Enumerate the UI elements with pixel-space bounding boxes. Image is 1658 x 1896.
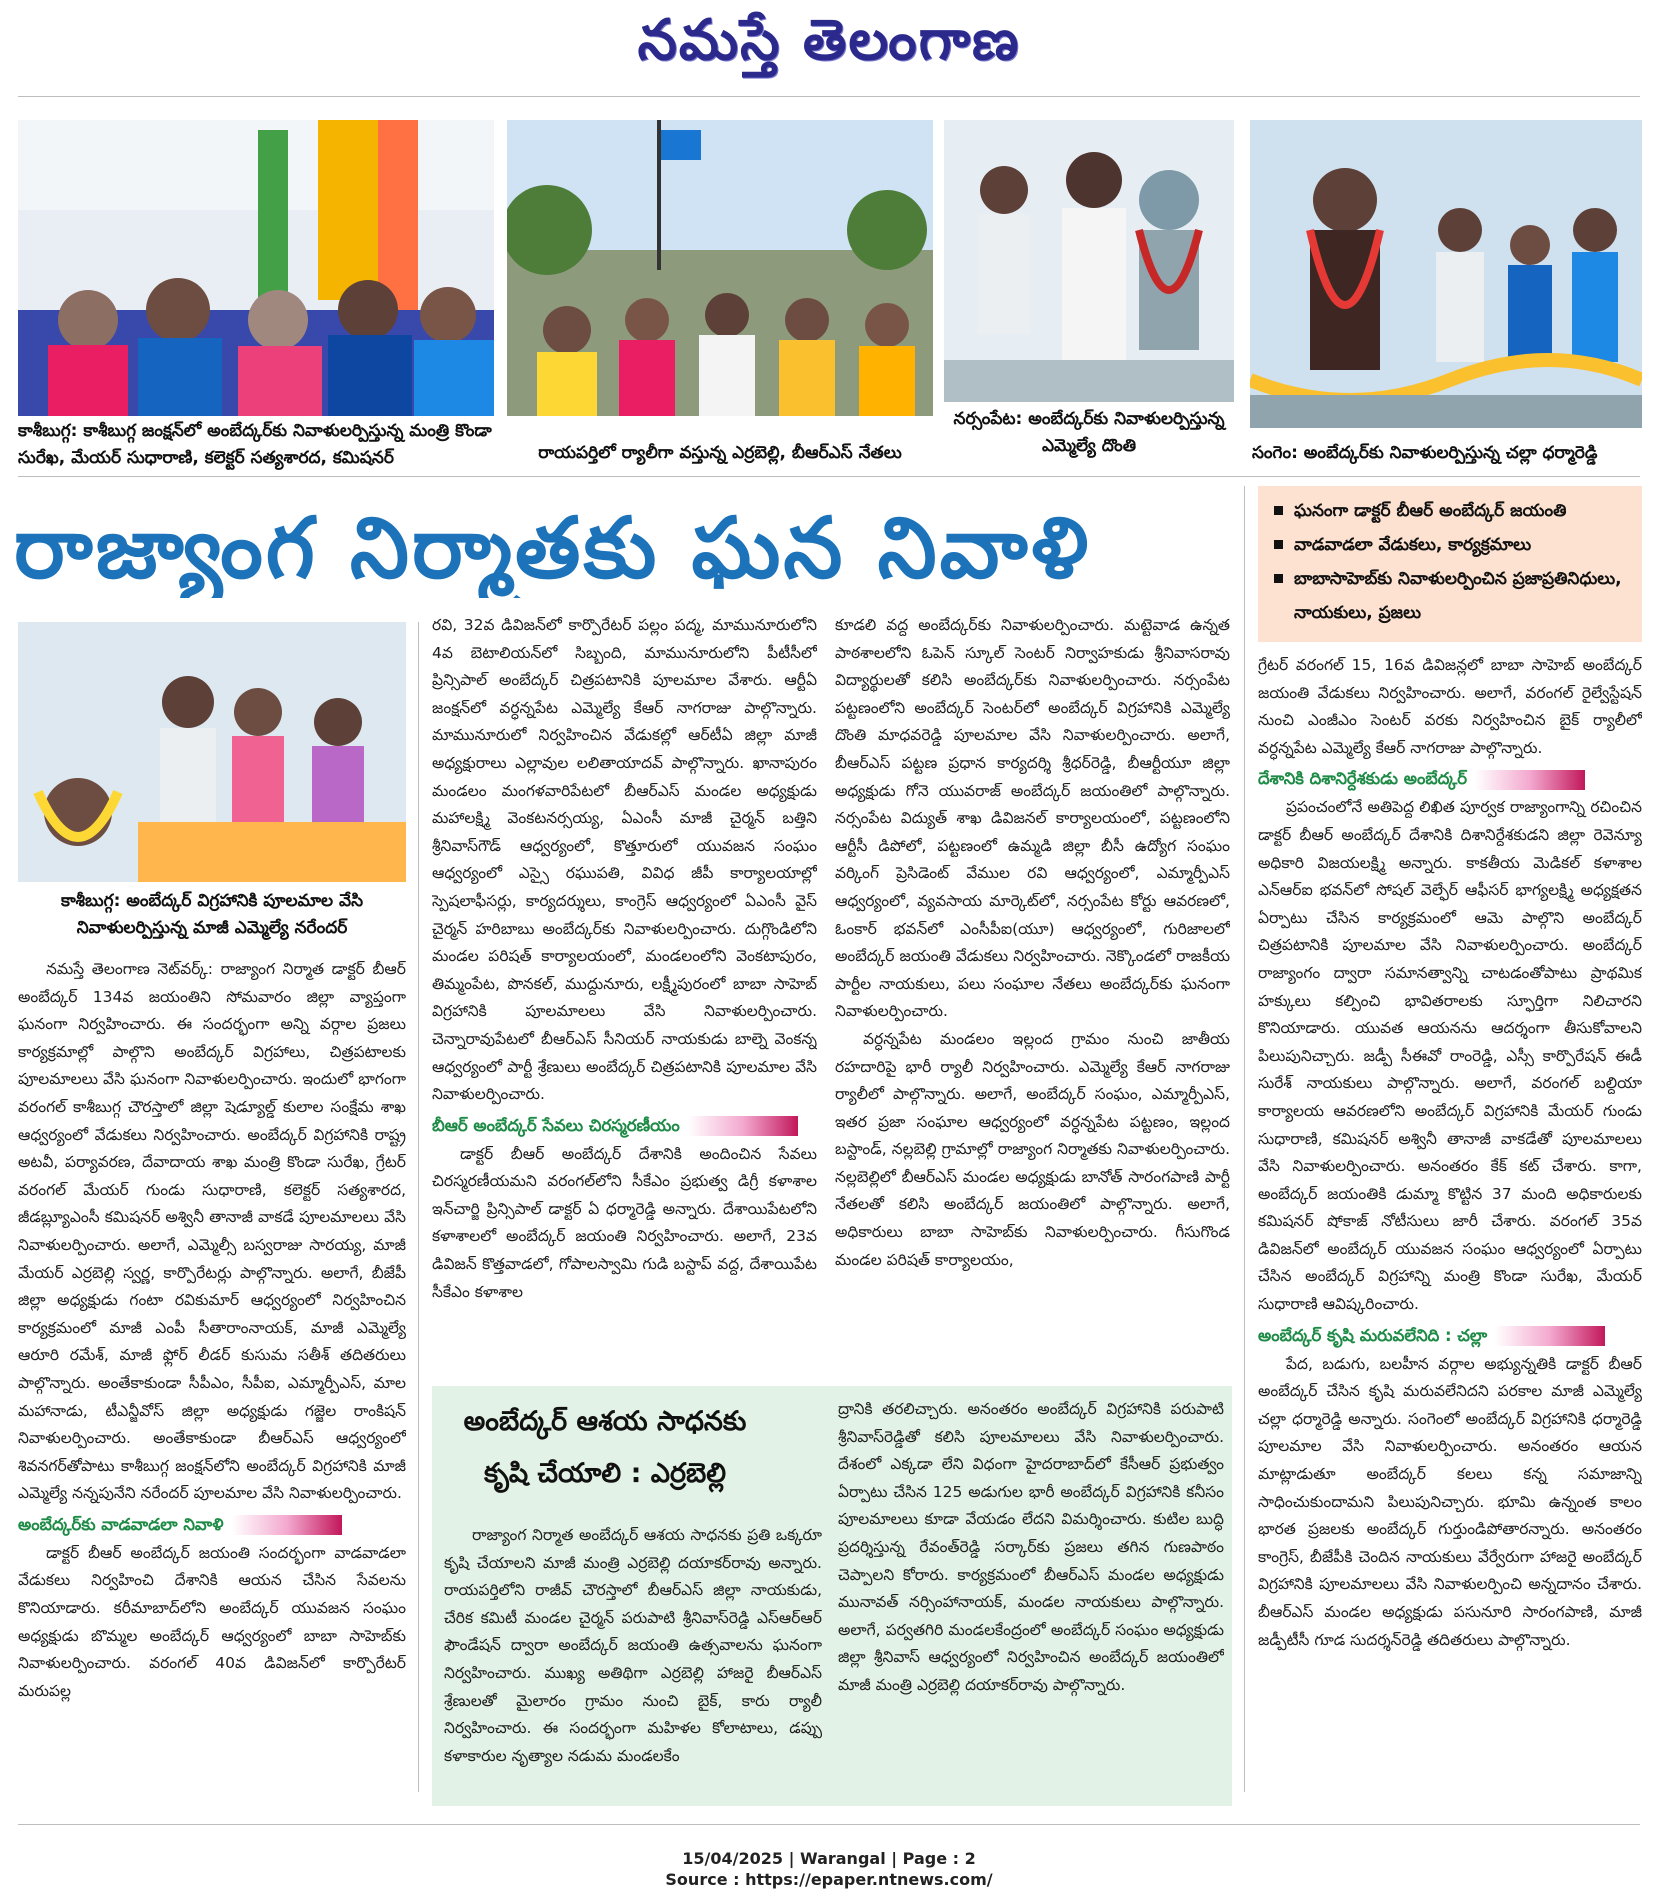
footer-source-link[interactable]: Source : https://epaper.ntnews.com/ (665, 1870, 993, 1889)
paragraph: ప్రపంచంలోనే అతిపెద్ద లిఖిత పూర్వక రాజ్యాంగాన్ని రచించిన డాక్టర్ బీఆర్ అంబేద్కర్ దేశానికి దిశానిర్దేశకుడని జిల్లా రెవెన్యూ అధికారి విజయలక్ష్మి అన్నారు. కాకతీయ మెడికల్ కళాశాల ఎన్‌ఆర్‌ఐ భవన్‌లో సోషల్ వెల్ఫేర్ ఆఫీసర్ భాగ్యలక్ష్మి అధ్యక్షతన ఏర్పాటు చేసిన కార్యక్రమంలో ఆమె పాల్గొని అంబేద్కర్ చిత్రపటానికి పూలమాల వేసి నివాళులర్పించారు. అంబేద్కర్ రాజ్యాంగం ద్వారా సమానత్వాన్ని చాటడంతోపాటు ప్రాథమిక హక్కులు కల్పించి భావితరాలకు స్ఫూర్తిగా నిలిచారని కొనియాడారు. యువత ఆయనను ఆదర్శంగా తీసుకోవాలని పిలుపునిచ్చారు. జడ్పీ సీఈవో రాంరెడ్డి, ఎస్సీ కార్పొరేషన్ ఈడీ సురేశ్ నాయకులు పాల్గొన్నారు. అలాగే, వరంగల్ బల్దియా కార్యాలయ ఆవరణలోని అంబేద్కర్ విగ్రహానికి మేయర్ గుండు సుధారాణి, కమిషనర్ అశ్వినీ తానాజీ వాకడేతో పూలమాలలు వేసి నివాళులర్పించారు. అనంతరం కేక్ కట్ చేశారు. కాగా, అంబేద్కర్ జయంతికి డుమ్మా కొట్టిన 37 మంది అధికారులకు కమిషనర్ షోకాజ్ నోటీసులు జారీ చేశారు. వరంగల్ 35వ డివిజన్‌లో అంబేద్కర్ యువజన సంఘం ఆధ్వర్యంలో ఏర్పాటు చేసిన అంబేద్కర్ విగ్రహాన్ని మంత్రి కొండా సురేఖ, మేయర్ సుధారాణి ఆవిష్కరించారు. (1258, 798, 1642, 1314)
highlight-item: వాడవాడలా వేడుకలు, కార్యక్రమాలు (1268, 528, 1632, 562)
highlight-item: బాబాసాహెబ్‌కు నివాళులర్పించిన ప్రజాప్రతినిధులు, నాయకులు, ప్రజలు (1268, 562, 1632, 630)
paragraph: కూడలి వద్ద అంబేద్కర్‌కు నివాళులర్పించారు. మట్టెవాడ ఉన్నత పాఠశాలలోని ఓపెన్ స్కూల్ సెంటర్ నిర్వాహకుడు శ్రీనివాసరావు విద్యార్థులతో కలిసి అంబేద్కర్‌కు నివాళులర్పించారు. నర్సంపేట పట్టణంలోని అంబేద్కర్ సెంటర్‌లో అంబేద్కర్ విగ్రహానికి ఎమ్మెల్యే దొంతి మాధవరెడ్డి పూలమాల వేసి నివాళులర్పించారు. అలాగే, బీఆర్‌ఎస్ పట్టణ ప్రధాన కార్యదర్శి శ్రీధర్‌రెడ్డి, బీఆర్టీయూ జిల్లా అధ్యక్షుడు గోనె యువరాజ్ అంబేద్కర్ జయంతిలో పాల్గొన్నారు. నర్సంపేట విద్యుత్ శాఖ డివిజనల్ కార్యాలయంలో, పట్టణంలోని ఆర్టీసీ డిపోలో, పట్టణంలో ఉమ్మడి జిల్లా బీసీ ఉద్యోగ సంఘం వర్కింగ్ ప్రెసిడెంట్ వేముల రవి ఆధ్వర్యంలో, ఎమ్మార్పీఎస్ ఆధ్వర్యంలో, వ్యవసాయ మార్కెట్‌లో, నర్సంపేట కోర్టు ఆవరణలో, ఓంకార్ భవన్‌లో ఎంసీపీఐ(యూ) ఆధ్వర్యంలో, గురిజాలలో అంబేద్కర్ జయంతి వేడుకలు నిర్వహించారు. నెక్కొండలో రాజకీయ పార్టీల నాయకులు, పలు సంఘాల నేతలు అంబేద్కర్‌కు ఘనంగా నివాళులర్పించారు. (835, 616, 1230, 1021)
main-headline: రాజ్యాంగ నిర్మాతకు ఘన నివాళి (14, 499, 1092, 597)
subheading-bar (1495, 1326, 1605, 1346)
subheading (18, 1510, 406, 1540)
subheading-text: దేశానికి దిశానిర్దేశకుడు అంబేద్కర్ (1258, 769, 1467, 789)
article-column-2 (432, 612, 817, 1382)
sangem-photo-caption: సంగెం: అంబేద్కర్‌కు నివాళులర్పిస్తున్న చల్లా ధర్మారెడ్డి (1252, 443, 1598, 463)
subheading (1258, 764, 1642, 794)
footer-date-edition: 15/04/2025 | Warangal | Page : 2 (682, 1849, 976, 1868)
kashibugga-statue-photo (18, 622, 406, 882)
sangem-photo (1250, 120, 1642, 428)
narsampet-photo-caption: నర్సంపేట: అంబేద్కర్‌కు నివాళులర్పిస్తున్న ఎమ్మెల్యే దొంతి (953, 409, 1225, 456)
subheading-bar (688, 1116, 798, 1136)
masthead-rule (18, 96, 1640, 97)
page-footer (0, 1848, 1658, 1890)
highlight-item: ఘనంగా డాక్టర్ బీఆర్ అంబేద్కర్ జయంతి (1268, 494, 1632, 528)
rayaparthi-photo (507, 120, 933, 416)
paragraph: గ్రేటర్ వరంగల్ 15, 16వ డివిజన్లలో బాబా సాహెబ్ అంబేద్కర్ జయంతి వేడుకలు నిర్వహించారు. అలాగే, వరంగల్ రైల్వేస్టేషన్ నుంచి ఎంజీఎం సెంటర్ వరకు నిర్వహించిన బైక్ ర్యాలీలో వర్ధన్నపేట ఎమ్మెల్యే కేఆర్ నాగరాజు పాల్గొన్నారు. (1258, 656, 1642, 757)
article-column-1 (18, 956, 406, 1786)
paragraph: రాజ్యాంగ నిర్మాత అంబేద్కర్ ఆశయ సాధనకు ప్రతి ఒక్కరూ కృషి చేయాలని మాజీ మంత్రి ఎర్రబెల్లి దయాకర్‌రావు అన్నారు. రాయపర్తిలోని రాజీవ్ చౌరస్తాలో బీఆర్‌ఎస్ జిల్లా నాయకుడు, చేరిక కమిటీ మండల చైర్మన్ పరుపాటి శ్రీనివాస్‌రెడ్డి ఎస్‌ఆర్‌ఆర్ ఫౌండేషన్ ద్వారా అంబేద్కర్ జయంతి ఉత్సవాలను ఘనంగా నిర్వహించారు. ముఖ్య అతిథిగా ఎర్రబెల్లి హాజరై బీఆర్‌ఎస్ శ్రేణులతో మైలారం గ్రామం నుంచి బైక్, కారు ర్యాలీ నిర్వహించారు. ఈ సందర్భంగా మహిళల కోలాటాలు, డప్పు కళాకారుల నృత్యాల నడుమ మండలకేం (444, 1526, 822, 1765)
subheading (432, 1111, 817, 1141)
paragraph: డాక్టర్ బీఆర్ అంబేద్కర్ జయంతి సందర్భంగా వాడవాడలా వేడుకలు నిర్వహించి దేశానికి ఆయన చేసిన సేవలను కొనియాడారు. కరీమాబాద్‌లోని అంబేద్కర్ యువజన సంఘం అధ్యక్షుడు బొమ్మల అంబేద్కర్ ఆధ్వర్యంలో బాబా సాహెబ్‌కు నివాళులర్పించారు. వరంగల్ 40వ డివిజన్‌లో కార్పొరేటర్ మరుపల్ల (18, 1543, 406, 1700)
subheading-bar (1475, 770, 1585, 790)
rayaparthi-photo-caption: రాయపర్తిలో ర్యాలీగా వస్తున్న ఎర్రబెల్లి, బీఆర్‌ఎస్ నేతలు (538, 443, 902, 463)
boxed-story-column-2 (838, 1396, 1224, 1802)
footer-rule (18, 1824, 1640, 1825)
photo-row-rule (18, 476, 1640, 477)
newspaper-logo: నమస్తే తెలంగాణ (637, 8, 1021, 73)
boxed-story-column-1 (444, 1522, 822, 1802)
narsampet-photo (944, 120, 1234, 402)
kashibugga-photo-caption: కాశీబుగ్గ: కాశీబుగ్గ జంక్షన్‌లో అంబేద్కర్‌కు నివాళులర్పిస్తున్న మంత్రి కొండా సురేఖ, మేయర్ సుధారాణి, కలెక్టర్ సత్యశారద, కమిషనర్ (18, 421, 492, 468)
subheading-bar (232, 1515, 342, 1535)
subheading (1258, 1321, 1642, 1351)
kashibugga-statue-photo-caption: కాశీబుగ్గ: అంబేద్కర్ విగ్రహానికి పూలమాల వేసి నివాళులర్పిస్తున్న మాజీ ఎమ్మెల్యే నరేందర్ (60, 891, 364, 938)
paragraph: ద్రానికి తరలిచ్చారు. అనంతరం అంబేద్కర్ విగ్రహానికి పరుపాటి శ్రీనివాస్‌రెడ్డితో కలిసి పూలమాలలు వేసి నివాళులర్పించారు. దేశంలో ఎక్కడా లేని విధంగా హైదరాబాద్‌లో కేసీఆర్ ప్రభుత్వం ఏర్పాటు చేసిన 125 అడుగుల భారీ అంబేద్కర్ విగ్రహానికి కనీసం పూలమాలలు కూడా వేయడం లేదని విమర్శించారు. కుటిల బుద్ధి ప్రదర్శిస్తున్న రేవంత్‌రెడ్డి సర్కార్‌కు ప్రజలు తగిన గుణపాఠం చెప్పాలని కోరారు. కార్యక్రమంలో బీఆర్‌ఎస్ మండల అధ్యక్షుడు మునావత్ నర్సింహానాయక్, మండల నాయకులు పాల్గొన్నారు. అలాగే, పర్వతగిరి మండలకేంద్రంలో అంబేద్కర్ సంఘం అధ్యక్షుడు జిల్లా శ్రీనివాస్ ఆధ్వర్యంలో నిర్వహించిన అంబేద్కర్ జయంతిలో మాజీ మంత్రి ఎర్రబెల్లి దయాకర్‌రావు పాల్గొన్నారు. (838, 1400, 1224, 1694)
boxed-story-title: అంబేద్కర్ ఆశయ సాధనకు కృషి చేయాలి : ఎర్రబెల్లి (463, 1406, 747, 1489)
paragraph: పేద, బడుగు, బలహీన వర్గాల అభ్యున్నతికి డాక్టర్ బీఆర్ అంబేద్కర్ చేసిన కృషి మరువలేనిదని పరకాల మాజీ ఎమ్మెల్యే చల్లా ధర్మారెడ్డి అన్నారు. సంగెంలో అంబేద్కర్ విగ్రహానికి ధర్మారెడ్డి పూలమాల వేసి నివాళులర్పించారు. అనంతరం ఆయన మాట్లాడుతూ అంబేద్కర్ కలలు కన్న సమాజాన్ని సాధించుకుందామని పిలుపునిచ్చారు. భూమి ఉన్నంత కాలం భారత ప్రజలకు అంబేద్కర్ గుర్తుండిపోతారన్నారు. అనంతరం కాంగ్రెస్, బీజేపీకి చెందిన నాయకులు వేర్వేరుగా హాజరై అంబేద్కర్ విగ్రహానికి పూలమాలలు వేసి నివాళులర్పించి అన్నదానం చేశారు. బీఆర్‌ఎస్ మండల అధ్యక్షుడు పసునూరి సారంగపాణి, మాజీ జడ్పీటీసీ గూడ సుదర్శన్‌రెడ్డి తదితరులు పాల్గొన్నారు. (1258, 1354, 1642, 1649)
column-divider (1244, 486, 1245, 1792)
article-column-4 (1258, 652, 1642, 1792)
subheading-text: అంబేద్కర్ కృషి మరువలేనిది : చల్లా (1258, 1325, 1488, 1345)
paragraph: వర్ధన్నపేట మండలం ఇల్లంద గ్రామం నుంచి జాతీయ రహదారిపై భారీ ర్యాలీ నిర్వహించారు. ఎమ్మెల్యే కేఆర్ నాగరాజు ర్యాలీలో పాల్గొన్నారు. అలాగే, అంబేద్కర్ సంఘం, ఎమ్మార్పీఎస్, ఇతర ప్రజా సంఘాల ఆధ్వర్యంలో వర్ధన్నపేట పట్టణం, ఇల్లంద బస్టాండ్, నల్లబెల్లి గ్రామాల్లో రాజ్యాంగ నిర్మాతకు నివాళులర్పించారు. నల్లబెల్లిలో బీఆర్‌ఎస్ మండల అధ్యక్షుడు బానోత్ సారంగపాణి పార్టీ నేతలతో కలిసి అంబేద్కర్ జయంతిలో పాల్గొన్నారు. అలాగే, అధికారులు బాబా సాహెబ్‌కు నివాళులర్పించారు. గీసుగొండ మండల పరిషత్ కార్యాలయం, (835, 1029, 1230, 1269)
highlights-box (1258, 486, 1642, 642)
column-divider (418, 622, 419, 1792)
paragraph: డాక్టర్ బీఆర్ అంబేద్కర్ దేశానికి అందించిన సేవలు చిరస్మరణీయమని వరంగల్‌లోని సీకేఎం ప్రభుత్వ డిగ్రీ కళాశాల ఇన్‌చార్జి ప్రిన్సిపాల్ డాక్టర్ ఏ ధర్మారెడ్డి అన్నారు. దేశాయిపేటలోని కళాశాలలో అంబేద్కర్ జయంతి నిర్వహించారు. అలాగే, 23వ డివిజన్ కొత్తవాడలో, గోపాలస్వామి గుడి బస్టాప్ వద్ద, దేశాయిపేట సీకేఎం కళాశాల (432, 1144, 817, 1301)
subheading-text: బీఆర్ అంబేద్కర్ సేవలు చిరస్మరణీయం (432, 1115, 680, 1135)
subheading-text: అంబేద్కర్‌కు వాడవాడలా నివాళి (18, 1514, 224, 1534)
paragraph: నమస్తే తెలంగాణ నెట్‌వర్క్: రాజ్యాంగ నిర్మాత డాక్టర్ బీఆర్ అంబేద్కర్ 134వ జయంతిని సోమవారం జిల్లా వ్యాప్తంగా ఘనంగా నిర్వహించారు. ఈ సందర్భంగా అన్ని వర్గాల ప్రజలు కార్యక్రమాల్లో పాల్గొని అంబేద్కర్ విగ్రహాలు, చిత్రపటాలకు పూలమాలలు వేసి ఘనంగా నివాళులర్పించారు. ఇందులో భాగంగా వరంగల్ కాశీబుగ్గ చౌరస్తాలో జిల్లా షెడ్యూల్డ్ కులాల సంక్షేమ శాఖ ఆధ్వర్యంలో వేడుకలు నిర్వహించారు. అంబేద్కర్ విగ్రహానికి రాష్ట్ర అటవీ, పర్యావరణ, దేవాదాయ శాఖ మంత్రి కొండా సురేఖ, గ్రేటర్ వరంగల్ మేయర్ గుండు సుధారాణి, కలెక్టర్ సత్యశారద, జీడబ్ల్యూఎంసీ కమిషనర్ అశ్వినీ తానాజీ వాకడే పూలమాలలు వేసి నివాళులర్పించారు. అలాగే, ఎమ్మెల్సీ బస్వరాజు సారయ్య, మాజీ మేయర్ ఎర్రబెల్లి స్వర్ణ, కార్పొరేటర్లు పాల్గొన్నారు. అలాగే, బీజేపీ జిల్లా అధ్యక్షుడు గంటా రవికుమార్ ఆధ్వర్యంలో నిర్వహించిన కార్యక్రమంలో మాజీ ఎంపీ సీతారాంనాయక్, మాజీ ఎమ్మెల్యే ఆరూరి రమేశ్, మాజీ ఫ్లోర్ లీడర్ కుసుమ సతీశ్ తదితరులు పాల్గొన్నారు. అంతేకాకుండా సీపీఎం, సీపీఐ, ఎమ్మార్పీఎస్, మాల మహానాడు, టీఎన్జీవోస్ జిల్లా అధ్యక్షుడు గజ్జెల రాంకిషన్ నివాళులర్పించారు. అంతేకాకుండా బీఆర్‌ఎస్ ఆధ్వర్యంలో శివనగర్‌తోపాటు కాశీబుగ్గ జంక్షన్‌లోని అంబేద్కర్ విగ్రహానికి మాజీ ఎమ్మెల్యే నన్నపునేని నరేందర్ పూలమాల వేసి నివాళులర్పించారు. (18, 960, 406, 1503)
kashibugga-photo (18, 120, 494, 416)
article-column-3 (835, 612, 1230, 1382)
paragraph: రవి, 32వ డివిజన్‌లో కార్పొరేటర్ పల్లం పద్మ, మామునూరులోని 4వ బెటాలియన్‌లో సిబ్బంది, మామునూరులోని పీటీసీలో ప్రిన్సిపాల్ అంబేద్కర్ చిత్రపటానికి పూలమాల వేశారు. ఆర్టీఏ జంక్షన్‌లో వర్ధన్నపేట ఎమ్మెల్యే కేఆర్ నాగరాజు పాల్గొన్నారు. మామునూరులో నిర్వహించిన వేడుకల్లో ఆర్‌టీఏ జిల్లా మాజీ అధ్యక్షురాలు ఎల్లావుల లలితాయాదవ్ పాల్గొన్నారు. ఖానాపురం మండలం మంగళవారిపేటలో బీఆర్‌ఎస్ మండల అధ్యక్షుడు మహాలక్ష్మి వెంకటనర్సయ్య, ఏఎంసీ మాజీ చైర్మన్ బత్తిని శ్రీనివాస్‌గౌడ్ ఆధ్వర్యంలో, కొత్తూరులో యువజన సంఘం ఆధ్వర్యంలో ఎస్సై రఘుపతి, వివిధ జీపీ కార్యాలయాల్లో స్పెషలాఫీసర్లు, కార్యదర్శులు, కాంగ్రెస్ ఆధ్వర్యంలో ఏఎంసీ వైస్ చైర్మన్ హరిబాబు అంబేద్కర్‌కు నివాళులర్పించారు. దుగ్గొండిలోని మండల పరిషత్ కార్యాలయంలో, మండలంలోని వెంకటాపురం, తిమ్మంపేట, పొనకల్, ముద్దునూరు, లక్ష్మీపురంలో బాబా సాహెబ్ విగ్రహానికి పూలమాలలు వేసి నివాళులర్పించారు. చెన్నారావుపేటలో బీఆర్‌ఎస్ సీనియర్ నాయకుడు బాల్నె వెంకన్న ఆధ్వర్యంలో పార్టీ శ్రేణులు అంబేద్కర్ చిత్రపటానికి పూలమాల వేసి నివాళులర్పించారు. (432, 616, 817, 1104)
masthead (0, 0, 1658, 96)
